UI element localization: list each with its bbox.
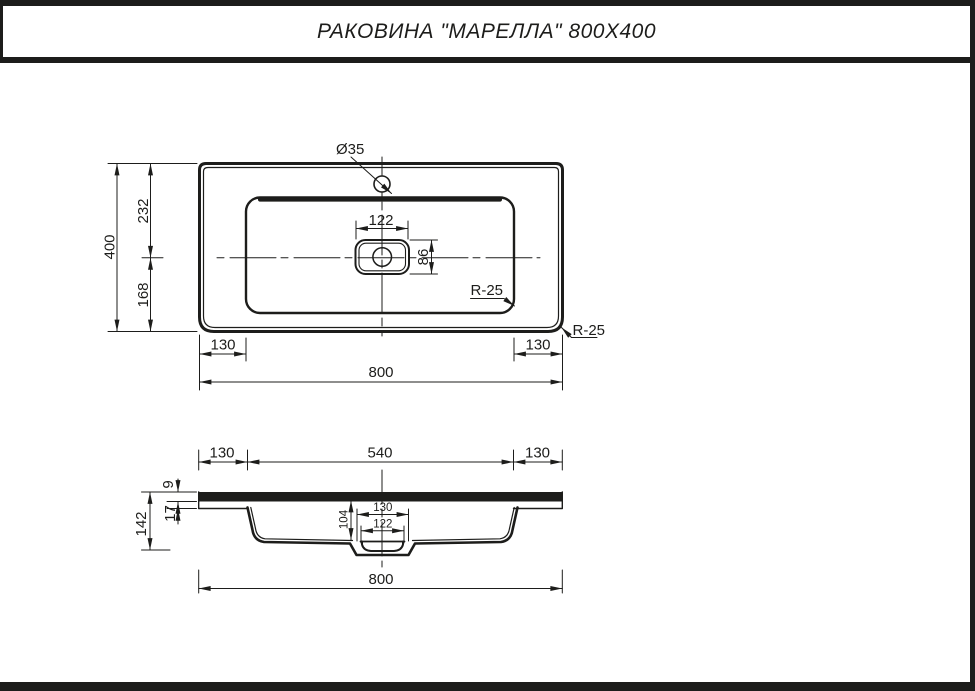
section-drain-recess-label: 130 [373,502,393,514]
dim-top-radius-label: R-25 [572,322,606,339]
dim-left-rim-label: 130 [210,336,236,354]
dim-right-rim-label: 130 [525,336,551,354]
section-dim-edge-group [160,479,197,524]
dim-depth-split [135,164,163,332]
top-view [102,141,606,390]
section-basin-depth-label: 104 [338,509,351,530]
dim-faucet-label: Ø35 [336,141,365,158]
section-basin-width-label: 540 [367,444,393,462]
section-dim-width [199,570,563,593]
section-dim-top-group [199,445,563,471]
dim-drain-depth [410,240,438,274]
dim-basin-radius-label: R-25 [470,282,504,299]
section-view [133,445,563,594]
dim-bottom-group [200,335,563,390]
drawing-title: РАКОВИНА "МАРЕЛЛА" 800X400 [316,19,657,43]
sheet-right-border [970,63,975,682]
sheet-bottom-border [0,682,975,691]
dim-basin-radius [471,282,515,306]
section-right-rim-label: 130 [524,444,551,462]
section-edge-height-label: 17 [162,505,179,522]
dim-drain-width-label: 122 [368,212,394,229]
section-overall-width-label: 800 [368,571,394,588]
dim-drain-to-front-label: 168 [135,282,152,308]
dim-drain-depth-label: 86 [415,248,432,266]
section-drain-inner-label: 122 [373,518,393,531]
technical-drawing [0,63,975,691]
section-slab-thickness-label: 9 [160,480,177,489]
dim-back-to-drain-label: 232 [135,198,152,224]
section-countertop [198,492,563,502]
section-left-rim-label: 130 [209,444,235,462]
title-bar [0,0,975,63]
section-overall-height-label: 142 [133,511,150,537]
dim-overall-depth-label: 400 [101,234,119,260]
section-dim-basin-depth [339,501,352,541]
dim-overall-width-label: 800 [368,364,394,381]
dim-top-radius [562,322,606,339]
